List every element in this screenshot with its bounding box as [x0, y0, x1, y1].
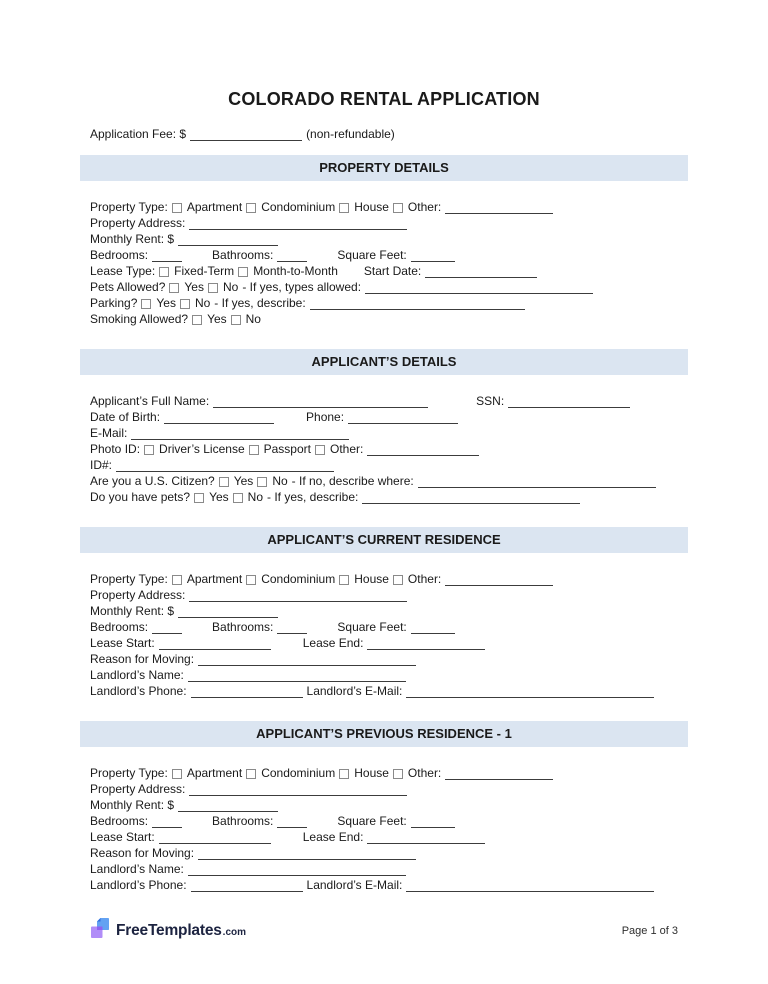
- section-body: [80, 571, 688, 699]
- form-row: [90, 279, 688, 295]
- checkbox-option-other[interactable]: [315, 441, 363, 457]
- field-label: Property Type:: [90, 200, 168, 214]
- field-label: - If no, describe where:: [291, 474, 414, 488]
- form-row: [90, 425, 688, 441]
- section-header: PROPERTY DETAILS: [80, 155, 688, 181]
- checkbox-icon[interactable]: [246, 769, 256, 779]
- field-label: Bedrooms:: [90, 814, 149, 828]
- field-label: Landlord’s Name:: [90, 862, 184, 876]
- checkbox-icon[interactable]: [159, 267, 169, 277]
- checkbox-label: No: [245, 312, 261, 326]
- section-body: [80, 765, 688, 893]
- checkbox-option-no[interactable]: [180, 295, 210, 311]
- field-label: Property Address:: [90, 782, 186, 796]
- page-footer: [90, 917, 678, 944]
- field-label: Lease Start:: [90, 636, 155, 650]
- checkbox-icon[interactable]: [169, 283, 179, 293]
- checkbox-icon[interactable]: [208, 283, 218, 293]
- form-row: [90, 619, 688, 635]
- fill-in-line[interactable]: [190, 138, 302, 141]
- checkbox-label: Other:: [407, 572, 442, 586]
- checkbox-icon[interactable]: [233, 493, 243, 503]
- field-label: Monthly Rent: $: [90, 232, 175, 246]
- checkbox-label: Driver’s License: [159, 442, 245, 456]
- checkbox-icon[interactable]: [231, 315, 241, 325]
- checkbox-icon[interactable]: [393, 575, 403, 585]
- document-content: [80, 110, 688, 984]
- checkbox-option-house[interactable]: [339, 199, 389, 215]
- field-label: Landlord’s E-Mail:: [306, 878, 403, 892]
- checkbox-icon[interactable]: [246, 203, 256, 213]
- checkbox-label: Apartment: [186, 766, 243, 780]
- form-section: [80, 155, 688, 327]
- checkbox-label: Condominium: [261, 766, 336, 780]
- field-label: Square Feet:: [337, 814, 407, 828]
- fill-in-line[interactable]: [445, 211, 553, 214]
- checkbox-label: Yes: [209, 490, 229, 504]
- section-body: [80, 199, 688, 327]
- freetemplates-logo-text: [116, 922, 246, 940]
- field-label: Monthly Rent: $: [90, 798, 175, 812]
- form-row: [90, 393, 688, 409]
- fill-in-line[interactable]: [131, 437, 349, 440]
- checkbox-label: Passport: [263, 442, 311, 456]
- field-label: Bathrooms:: [212, 620, 274, 634]
- checkbox-icon[interactable]: [144, 445, 154, 455]
- field-label: Bathrooms:: [212, 248, 274, 262]
- fill-in-line[interactable]: [277, 259, 307, 262]
- field-label: Square Feet:: [337, 248, 407, 262]
- checkbox-icon[interactable]: [219, 477, 229, 487]
- checkbox-label: Condominium: [261, 200, 336, 214]
- checkbox-label: House: [354, 572, 389, 586]
- checkbox-option-yes[interactable]: [141, 295, 176, 311]
- form-row: [90, 215, 688, 231]
- freetemplates-logo-icon: [90, 917, 110, 944]
- form-row: [90, 683, 688, 699]
- checkbox-option-no[interactable]: [233, 489, 263, 505]
- field-label: Parking?: [90, 296, 138, 310]
- checkbox-option-apartment[interactable]: [172, 199, 242, 215]
- field-label: Landlord’s E-Mail:: [306, 684, 403, 698]
- checkbox-option-house[interactable]: [339, 765, 389, 781]
- form-row: [90, 571, 688, 587]
- checkbox-label: Apartment: [186, 200, 243, 214]
- field-label: Property Type:: [90, 766, 168, 780]
- form-row: [90, 457, 688, 473]
- fill-in-line[interactable]: [411, 631, 455, 634]
- checkbox-option-no[interactable]: [231, 311, 261, 327]
- checkbox-icon[interactable]: [339, 769, 349, 779]
- fill-in-line[interactable]: [213, 405, 428, 408]
- checkbox-icon[interactable]: [393, 203, 403, 213]
- field-label: Property Type:: [90, 572, 168, 586]
- field-label: - If yes, types allowed:: [242, 280, 362, 294]
- checkbox-option-yes[interactable]: [169, 279, 204, 295]
- checkbox-option-no[interactable]: [257, 473, 287, 489]
- field-label: - If yes, describe:: [267, 490, 359, 504]
- section-body: [80, 393, 688, 505]
- checkbox-label: House: [354, 200, 389, 214]
- fill-in-line[interactable]: [411, 259, 455, 262]
- document-title: COLORADO RENTAL APPLICATION: [228, 89, 540, 109]
- fill-in-line[interactable]: [367, 453, 479, 456]
- checkbox-icon[interactable]: [172, 575, 182, 585]
- checkbox-option-yes[interactable]: [194, 489, 229, 505]
- checkbox-option-yes[interactable]: [192, 311, 227, 327]
- fill-in-line[interactable]: [189, 599, 407, 602]
- checkbox-label: Apartment: [186, 572, 243, 586]
- fill-in-line[interactable]: [406, 695, 654, 698]
- checkbox-icon[interactable]: [172, 203, 182, 213]
- fill-in-line[interactable]: [152, 259, 182, 262]
- fill-in-line[interactable]: [189, 227, 407, 230]
- fill-in-line[interactable]: [411, 825, 455, 828]
- field-label: Lease End:: [302, 636, 364, 650]
- field-label: Smoking Allowed?: [90, 312, 189, 326]
- checkbox-label: Yes: [156, 296, 176, 310]
- field-label: Landlord’s Name:: [90, 668, 184, 682]
- field-label: Bathrooms:: [212, 814, 274, 828]
- fill-in-line[interactable]: [189, 793, 407, 796]
- field-label: Monthly Rent: $: [90, 604, 175, 618]
- fill-in-line[interactable]: [362, 501, 580, 504]
- form-row: [90, 263, 688, 279]
- field-label: Date of Birth:: [90, 410, 161, 424]
- checkbox-option-yes[interactable]: [219, 473, 254, 489]
- fill-in-line[interactable]: [348, 421, 458, 424]
- checkbox-label: Condominium: [261, 572, 336, 586]
- form-row: [90, 829, 688, 845]
- field-label: Lease End:: [302, 830, 364, 844]
- fill-in-line[interactable]: [277, 825, 307, 828]
- fill-in-line[interactable]: [367, 647, 485, 650]
- field-label: ID#:: [90, 458, 113, 472]
- form-section: [80, 721, 688, 893]
- field-label: Lease Start:: [90, 830, 155, 844]
- checkbox-icon[interactable]: [246, 575, 256, 585]
- checkbox-icon[interactable]: [257, 477, 267, 487]
- field-label: E-Mail:: [90, 426, 128, 440]
- field-label: Square Feet:: [337, 620, 407, 634]
- form-row: [90, 199, 688, 215]
- checkbox-label: House: [354, 766, 389, 780]
- brand-name: FreeTemplates: [116, 921, 222, 939]
- form-row: [90, 247, 688, 263]
- checkbox-option-passport[interactable]: [249, 441, 311, 457]
- fill-in-line[interactable]: [367, 841, 485, 844]
- form-row: [90, 295, 688, 311]
- brand-tld: .com: [222, 926, 247, 938]
- fill-in-line[interactable]: [159, 647, 271, 650]
- checkbox-option-house[interactable]: [339, 571, 389, 587]
- form-row: [90, 845, 688, 861]
- checkbox-label: No: [247, 490, 263, 504]
- fill-in-line[interactable]: [178, 809, 278, 812]
- fill-in-line[interactable]: [310, 307, 525, 310]
- checkbox-option-apartment[interactable]: [172, 765, 242, 781]
- checkbox-label: Yes: [233, 474, 254, 488]
- form-row: [90, 126, 688, 142]
- form-row: [90, 603, 688, 619]
- checkbox-icon[interactable]: [180, 299, 190, 309]
- fill-in-line[interactable]: [445, 583, 553, 586]
- fill-in-line[interactable]: [164, 421, 274, 424]
- checkbox-label: Other:: [407, 200, 442, 214]
- form-sections: [80, 142, 688, 893]
- checkbox-option-condominium[interactable]: [246, 571, 335, 587]
- checkbox-option-other[interactable]: [393, 571, 441, 587]
- field-label: Applicant’s Full Name:: [90, 394, 210, 408]
- form-row: [90, 441, 688, 457]
- checkbox-label: Other:: [407, 766, 442, 780]
- fill-in-line[interactable]: [159, 841, 271, 844]
- field-label: Start Date:: [363, 264, 422, 278]
- field-label: Application Fee: $: [90, 127, 187, 141]
- field-label: Phone:: [306, 410, 345, 424]
- field-label: Property Address:: [90, 588, 186, 602]
- field-label: Landlord’s Phone:: [90, 878, 187, 892]
- checkbox-label: Yes: [184, 280, 204, 294]
- fill-in-line[interactable]: [418, 485, 656, 488]
- checkbox-icon[interactable]: [141, 299, 151, 309]
- form-row: [90, 765, 688, 781]
- form-row: [90, 813, 688, 829]
- fill-in-line[interactable]: [188, 679, 406, 682]
- checkbox-option-condominium[interactable]: [246, 199, 335, 215]
- fill-in-line[interactable]: [152, 825, 182, 828]
- checkbox-option-other[interactable]: [393, 199, 441, 215]
- form-row: [90, 667, 688, 683]
- form-row: [90, 877, 688, 893]
- form-section: [80, 527, 688, 699]
- field-label: Do you have pets?: [90, 490, 191, 504]
- field-label: - If yes, describe:: [214, 296, 306, 310]
- field-label: Property Address:: [90, 216, 186, 230]
- checkbox-label: No: [272, 474, 288, 488]
- fill-in-line[interactable]: [191, 695, 303, 698]
- form-row: [90, 311, 688, 327]
- page-indicator: Page 1 of 3: [621, 924, 678, 937]
- section-header: APPLICANT’S PREVIOUS RESIDENCE - 1: [80, 721, 688, 747]
- field-label: Are you a U.S. Citizen?: [90, 474, 215, 488]
- checkbox-label: Month-to-Month: [253, 264, 338, 278]
- form-row: [90, 473, 688, 489]
- checkbox-icon[interactable]: [172, 769, 182, 779]
- fill-in-line[interactable]: [188, 873, 406, 876]
- fill-in-line[interactable]: [191, 889, 303, 892]
- form-row: [90, 635, 688, 651]
- field-label: Bedrooms:: [90, 248, 149, 262]
- checkbox-label: Other:: [329, 442, 364, 456]
- checkbox-label: Fixed-Term: [174, 264, 235, 278]
- fill-in-line[interactable]: [178, 615, 278, 618]
- checkbox-icon[interactable]: [238, 267, 248, 277]
- form-row: [90, 781, 688, 797]
- checkbox-option-apartment[interactable]: [172, 571, 242, 587]
- fill-in-line[interactable]: [198, 857, 416, 860]
- fill-in-line[interactable]: [198, 663, 416, 666]
- fill-in-line[interactable]: [365, 291, 593, 294]
- checkbox-label: No: [222, 280, 239, 294]
- checkbox-icon[interactable]: [194, 493, 204, 503]
- checkbox-label: Yes: [207, 312, 227, 326]
- fill-in-line[interactable]: [445, 777, 553, 780]
- fill-in-line[interactable]: [152, 631, 182, 634]
- field-label: Lease Type:: [90, 264, 156, 278]
- section-header: APPLICANT’S DETAILS: [80, 349, 688, 375]
- checkbox-icon[interactable]: [339, 575, 349, 585]
- field-label: Bedrooms:: [90, 620, 149, 634]
- field-label: Reason for Moving:: [90, 652, 195, 666]
- checkbox-option-driver-s-license[interactable]: [144, 441, 245, 457]
- checkbox-icon[interactable]: [192, 315, 202, 325]
- field-label: (non-refundable): [306, 127, 395, 141]
- field-label: Reason for Moving:: [90, 846, 195, 860]
- checkbox-icon[interactable]: [339, 203, 349, 213]
- checkbox-icon[interactable]: [315, 445, 325, 455]
- fill-in-line[interactable]: [406, 889, 654, 892]
- form-row: [90, 861, 688, 877]
- checkbox-option-other[interactable]: [393, 765, 441, 781]
- section-header: APPLICANT’S CURRENT RESIDENCE: [80, 527, 688, 553]
- fill-in-line[interactable]: [277, 631, 307, 634]
- checkbox-option-month-to-month[interactable]: [238, 263, 338, 279]
- form-row: [90, 587, 688, 603]
- checkbox-icon[interactable]: [393, 769, 403, 779]
- form-row: [90, 651, 688, 667]
- checkbox-icon[interactable]: [249, 445, 259, 455]
- field-label: Photo ID:: [90, 442, 141, 456]
- form-row: [90, 409, 688, 425]
- checkbox-option-condominium[interactable]: [246, 765, 335, 781]
- freetemplates-logo[interactable]: [90, 917, 246, 944]
- form-section: [80, 349, 688, 505]
- fill-in-line[interactable]: [116, 469, 334, 472]
- fill-in-line[interactable]: [425, 275, 537, 278]
- field-label: Landlord’s Phone:: [90, 684, 187, 698]
- field-label: Pets Allowed?: [90, 280, 166, 294]
- checkbox-option-no[interactable]: [208, 279, 238, 295]
- checkbox-label: No: [194, 296, 211, 310]
- checkbox-option-fixed-term[interactable]: [159, 263, 234, 279]
- form-row: [90, 489, 688, 505]
- fill-in-line[interactable]: [178, 243, 278, 246]
- application-fee-line: [80, 126, 688, 142]
- form-row: [90, 231, 688, 247]
- fill-in-line[interactable]: [508, 405, 630, 408]
- field-label: SSN:: [476, 394, 505, 408]
- form-row: [90, 797, 688, 813]
